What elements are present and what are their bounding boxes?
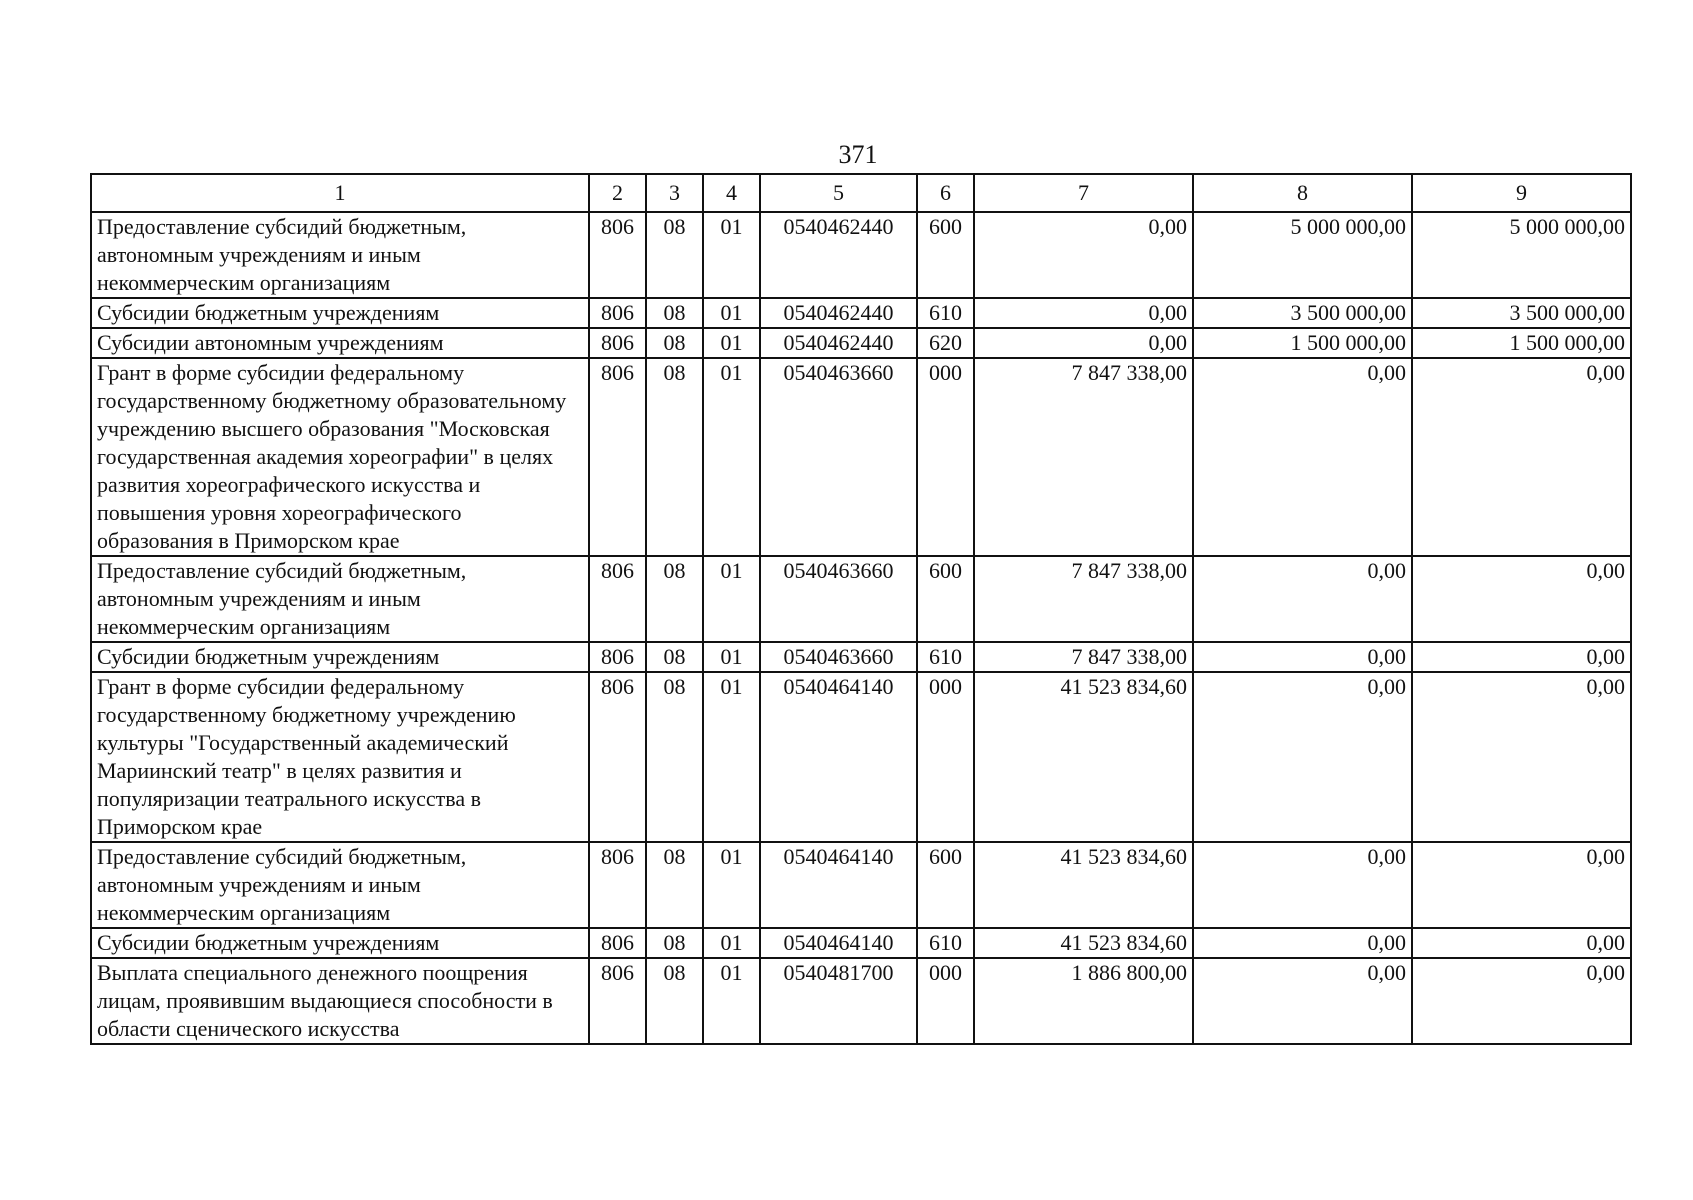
subsection-code: 01 bbox=[703, 556, 760, 642]
table-row bbox=[91, 328, 1631, 358]
amount-column-9: 0,00 bbox=[1412, 556, 1631, 642]
amount-column-9: 0,00 bbox=[1412, 358, 1631, 556]
column-header-2: 2 bbox=[589, 174, 646, 212]
amount-column-9: 5 000 000,00 bbox=[1412, 212, 1631, 298]
section-code: 08 bbox=[646, 212, 703, 298]
expense-type-code: 610 bbox=[917, 298, 974, 328]
row-description: Субсидии автономным учреждениям bbox=[91, 328, 589, 358]
table-row bbox=[91, 958, 1631, 1044]
header-row bbox=[91, 174, 1631, 212]
row-description: Субсидии бюджетным учреждениям bbox=[91, 642, 589, 672]
table-row bbox=[91, 556, 1631, 642]
amount-column-8: 0,00 bbox=[1193, 358, 1412, 556]
section-code: 08 bbox=[646, 642, 703, 672]
amount-column-8: 1 500 000,00 bbox=[1193, 328, 1412, 358]
expense-type-code: 000 bbox=[917, 672, 974, 842]
subsection-code: 01 bbox=[703, 842, 760, 928]
subsection-code: 01 bbox=[703, 958, 760, 1044]
amount-column-9: 0,00 bbox=[1412, 642, 1631, 672]
section-code: 08 bbox=[646, 358, 703, 556]
column-header-7: 7 bbox=[974, 174, 1193, 212]
table-row bbox=[91, 298, 1631, 328]
target-article-code: 0540464140 bbox=[760, 928, 917, 958]
amount-column-8: 0,00 bbox=[1193, 842, 1412, 928]
ministry-code: 806 bbox=[589, 928, 646, 958]
row-description: Предоставление субсидий бюджетным, автономным учреждениям и иным некоммерческим организациям bbox=[91, 842, 589, 928]
row-description: Предоставление субсидий бюджетным, автономным учреждениям и иным некоммерческим организациям bbox=[91, 556, 589, 642]
section-code: 08 bbox=[646, 556, 703, 642]
ministry-code: 806 bbox=[589, 298, 646, 328]
expense-type-code: 600 bbox=[917, 556, 974, 642]
amount-column-8: 0,00 bbox=[1193, 672, 1412, 842]
expense-type-code: 610 bbox=[917, 928, 974, 958]
target-article-code: 0540463660 bbox=[760, 556, 917, 642]
amount-column-9: 3 500 000,00 bbox=[1412, 298, 1631, 328]
amount-column-8: 0,00 bbox=[1193, 958, 1412, 1044]
row-description: Грант в форме субсидии федеральному государственному бюджетному образовательному учреждению высшего образования "Московская государственная академия хореографии" в целях развития хореографического искусства и повышения уровня хореографического образования в Приморском крае bbox=[91, 358, 589, 556]
target-article-code: 0540462440 bbox=[760, 328, 917, 358]
subsection-code: 01 bbox=[703, 328, 760, 358]
expense-type-code: 000 bbox=[917, 358, 974, 556]
table-body bbox=[91, 212, 1631, 1044]
table-row bbox=[91, 212, 1631, 298]
section-code: 08 bbox=[646, 328, 703, 358]
target-article-code: 0540464140 bbox=[760, 842, 917, 928]
target-article-code: 0540481700 bbox=[760, 958, 917, 1044]
column-header-9: 9 bbox=[1412, 174, 1631, 212]
expense-type-code: 610 bbox=[917, 642, 974, 672]
column-header-3: 3 bbox=[646, 174, 703, 212]
column-header-6: 6 bbox=[917, 174, 974, 212]
subsection-code: 01 bbox=[703, 298, 760, 328]
ministry-code: 806 bbox=[589, 358, 646, 556]
section-code: 08 bbox=[646, 842, 703, 928]
amount-column-7: 1 886 800,00 bbox=[974, 958, 1193, 1044]
subsection-code: 01 bbox=[703, 358, 760, 556]
subsection-code: 01 bbox=[703, 928, 760, 958]
row-description: Субсидии бюджетным учреждениям bbox=[91, 298, 589, 328]
expense-type-code: 000 bbox=[917, 958, 974, 1044]
budget-table bbox=[90, 173, 1632, 1045]
section-code: 08 bbox=[646, 298, 703, 328]
section-code: 08 bbox=[646, 672, 703, 842]
target-article-code: 0540463660 bbox=[760, 358, 917, 556]
amount-column-7: 0,00 bbox=[974, 298, 1193, 328]
target-article-code: 0540463660 bbox=[760, 642, 917, 672]
amount-column-8: 3 500 000,00 bbox=[1193, 298, 1412, 328]
ministry-code: 806 bbox=[589, 672, 646, 842]
amount-column-9: 0,00 bbox=[1412, 842, 1631, 928]
column-header-1: 1 bbox=[91, 174, 589, 212]
amount-column-8: 0,00 bbox=[1193, 642, 1412, 672]
ministry-code: 806 bbox=[589, 642, 646, 672]
table-row bbox=[91, 842, 1631, 928]
amount-column-9: 0,00 bbox=[1412, 672, 1631, 842]
table-row bbox=[91, 928, 1631, 958]
ministry-code: 806 bbox=[589, 212, 646, 298]
expense-type-code: 600 bbox=[917, 212, 974, 298]
column-header-4: 4 bbox=[703, 174, 760, 212]
amount-column-7: 7 847 338,00 bbox=[974, 556, 1193, 642]
expense-type-code: 600 bbox=[917, 842, 974, 928]
amount-column-8: 5 000 000,00 bbox=[1193, 212, 1412, 298]
target-article-code: 0540464140 bbox=[760, 672, 917, 842]
page-number: 371 bbox=[838, 140, 878, 169]
amount-column-7: 7 847 338,00 bbox=[974, 642, 1193, 672]
row-description: Предоставление субсидий бюджетным, автономным учреждениям и иным некоммерческим организациям bbox=[91, 212, 589, 298]
ministry-code: 806 bbox=[589, 556, 646, 642]
amount-column-7: 7 847 338,00 bbox=[974, 358, 1193, 556]
target-article-code: 0540462440 bbox=[760, 212, 917, 298]
subsection-code: 01 bbox=[703, 212, 760, 298]
table-row bbox=[91, 358, 1631, 556]
amount-column-7: 41 523 834,60 bbox=[974, 842, 1193, 928]
amount-column-8: 0,00 bbox=[1193, 556, 1412, 642]
amount-column-7: 0,00 bbox=[974, 328, 1193, 358]
section-code: 08 bbox=[646, 928, 703, 958]
expense-type-code: 620 bbox=[917, 328, 974, 358]
row-description: Выплата специального денежного поощрения лицам, проявившим выдающиеся способности в области сценического искусства bbox=[91, 958, 589, 1044]
table-header bbox=[91, 174, 1631, 212]
amount-column-9: 1 500 000,00 bbox=[1412, 328, 1631, 358]
amount-column-9: 0,00 bbox=[1412, 928, 1631, 958]
subsection-code: 01 bbox=[703, 642, 760, 672]
ministry-code: 806 bbox=[589, 958, 646, 1044]
subsection-code: 01 bbox=[703, 672, 760, 842]
ministry-code: 806 bbox=[589, 842, 646, 928]
amount-column-9: 0,00 bbox=[1412, 958, 1631, 1044]
amount-column-7: 41 523 834,60 bbox=[974, 928, 1193, 958]
row-description: Грант в форме субсидии федеральному государственному бюджетному учреждению культуры "Государственный академический Мариинский театр" в целях развития и популяризации театрального искусства в Приморском крае bbox=[91, 672, 589, 842]
row-description: Субсидии бюджетным учреждениям bbox=[91, 928, 589, 958]
amount-column-7: 0,00 bbox=[974, 212, 1193, 298]
amount-column-8: 0,00 bbox=[1193, 928, 1412, 958]
column-header-5: 5 bbox=[760, 174, 917, 212]
column-header-8: 8 bbox=[1193, 174, 1412, 212]
table-row bbox=[91, 672, 1631, 842]
ministry-code: 806 bbox=[589, 328, 646, 358]
target-article-code: 0540462440 bbox=[760, 298, 917, 328]
amount-column-7: 41 523 834,60 bbox=[974, 672, 1193, 842]
section-code: 08 bbox=[646, 958, 703, 1044]
table-row bbox=[91, 642, 1631, 672]
